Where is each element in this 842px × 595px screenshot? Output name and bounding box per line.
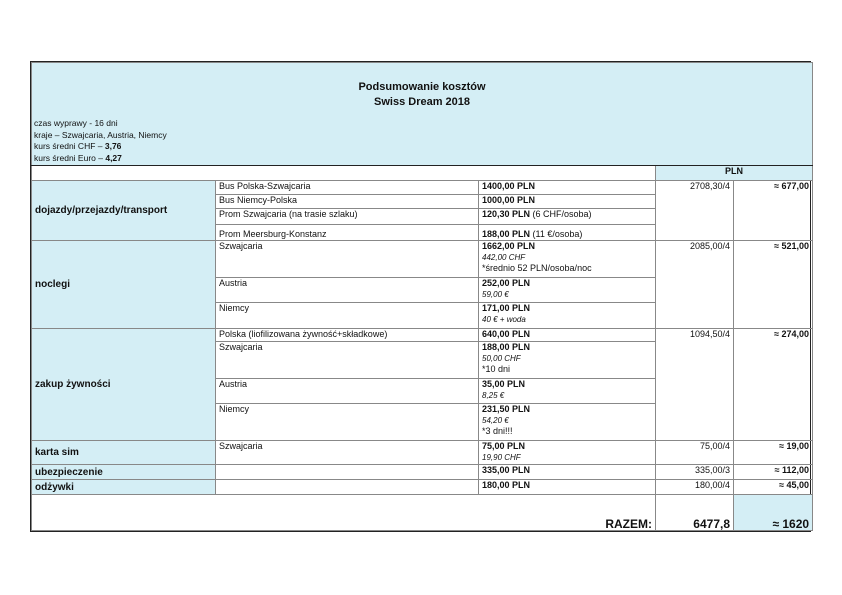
table-row: [32, 480, 813, 495]
per-person-odzywki: ≈ 45,00: [734, 480, 813, 495]
table-row: [32, 441, 813, 465]
division-zakup: 1094,50/4: [656, 329, 734, 441]
item-amount: 188,00 PLN 50,00 CHF *10 dni: [479, 342, 656, 379]
header-row: [32, 63, 813, 166]
page-title: Podsumowanie kosztów Swiss Dream 2018: [358, 81, 486, 108]
category-odzywki: odżywki: [32, 480, 216, 495]
item-amount: 120,30 PLN (6 CHF/osoba): [479, 209, 656, 225]
chf-rate: kurs średni CHF – 3,76: [34, 141, 122, 151]
total-row: [32, 495, 813, 531]
per-person-transport: ≈ 677,00: [734, 181, 813, 241]
item-amount: 188,00 PLN (11 €/osoba): [479, 225, 656, 241]
per-person-ubezpieczenie: ≈ 112,00: [734, 465, 813, 480]
item-name: Austria: [216, 379, 479, 404]
trip-duration: czas wyprawy - 16 dni: [34, 118, 118, 128]
division-transport: 2708,30/4: [656, 181, 734, 241]
cost-summary-table: [31, 62, 813, 531]
trip-info: [34, 118, 167, 164]
item-amount: 1400,00 PLN: [479, 181, 656, 195]
item-amount: 252,00 PLN 59,00 €: [479, 278, 656, 303]
cost-summary-sheet: [30, 61, 811, 532]
eur-rate: kurs średni Euro – 4,27: [34, 152, 122, 163]
item-amount: 75,00 PLN 19,90 CHF: [479, 441, 656, 465]
item-amount: 180,00 PLN: [479, 480, 656, 495]
category-transport: dojazdy/przejazdy/transport: [32, 181, 216, 241]
table-row: [32, 465, 813, 480]
item-name: Szwajcaria: [216, 342, 479, 379]
item-name: Niemcy: [216, 404, 479, 441]
item-name: Bus Niemcy-Polska: [216, 195, 479, 209]
table-row: [32, 329, 813, 342]
item-amount: 1000,00 PLN: [479, 195, 656, 209]
division-ubezpieczenie: 335,00/3: [656, 465, 734, 480]
total-per-person: ≈ 1620: [734, 495, 813, 531]
total-label: RAZEM:: [32, 495, 656, 531]
per-person-noclegi: ≈ 521,00: [734, 241, 813, 329]
category-zakup: zakup żywności: [32, 329, 216, 441]
item-name: Prom Szwajcaria (na trasie szlaku): [216, 209, 479, 225]
item-name: Prom Meersburg-Konstanz: [216, 225, 479, 241]
item-amount: 1662,00 PLN 442,00 CHF *średnio 52 PLN/osoba/noc: [479, 241, 656, 278]
item-amount: 335,00 PLN: [479, 465, 656, 480]
total-sum: 6477,8: [656, 495, 734, 531]
item-name: Szwajcaria: [216, 441, 479, 465]
item-name: Bus Polska-Szwajcaria: [216, 181, 479, 195]
item-name: Szwajcaria: [216, 241, 479, 278]
category-karta-sim: karta sim: [32, 441, 216, 465]
item-amount: 171,00 PLN 40 € + woda: [479, 303, 656, 329]
category-noclegi: noclegi: [32, 241, 216, 329]
item-name: Austria: [216, 278, 479, 303]
per-person-karta-sim: ≈ 19,00: [734, 441, 813, 465]
division-karta-sim: 75,00/4: [656, 441, 734, 465]
item-name: Niemcy: [216, 303, 479, 329]
table-row: [32, 181, 813, 195]
header-block: [32, 63, 813, 166]
table-row: [32, 241, 813, 278]
division-noclegi: 2085,00/4: [656, 241, 734, 329]
category-ubezpieczenie: ubezpieczenie: [32, 465, 216, 480]
item-amount: 231,50 PLN 54,20 € *3 dni!!!: [479, 404, 656, 441]
currency-header-row: [32, 166, 813, 181]
item-amount: 640,00 PLN: [479, 329, 656, 342]
item-amount: 35,00 PLN 8,25 €: [479, 379, 656, 404]
per-person-zakup: ≈ 274,00: [734, 329, 813, 441]
item-name: Polska (liofilizowana żywność+składkowe): [216, 329, 479, 342]
trip-countries: kraje – Szwajcaria, Austria, Niemcy: [34, 129, 167, 140]
pln-column-header: PLN: [656, 166, 813, 181]
division-odzywki: 180,00/4: [656, 480, 734, 495]
